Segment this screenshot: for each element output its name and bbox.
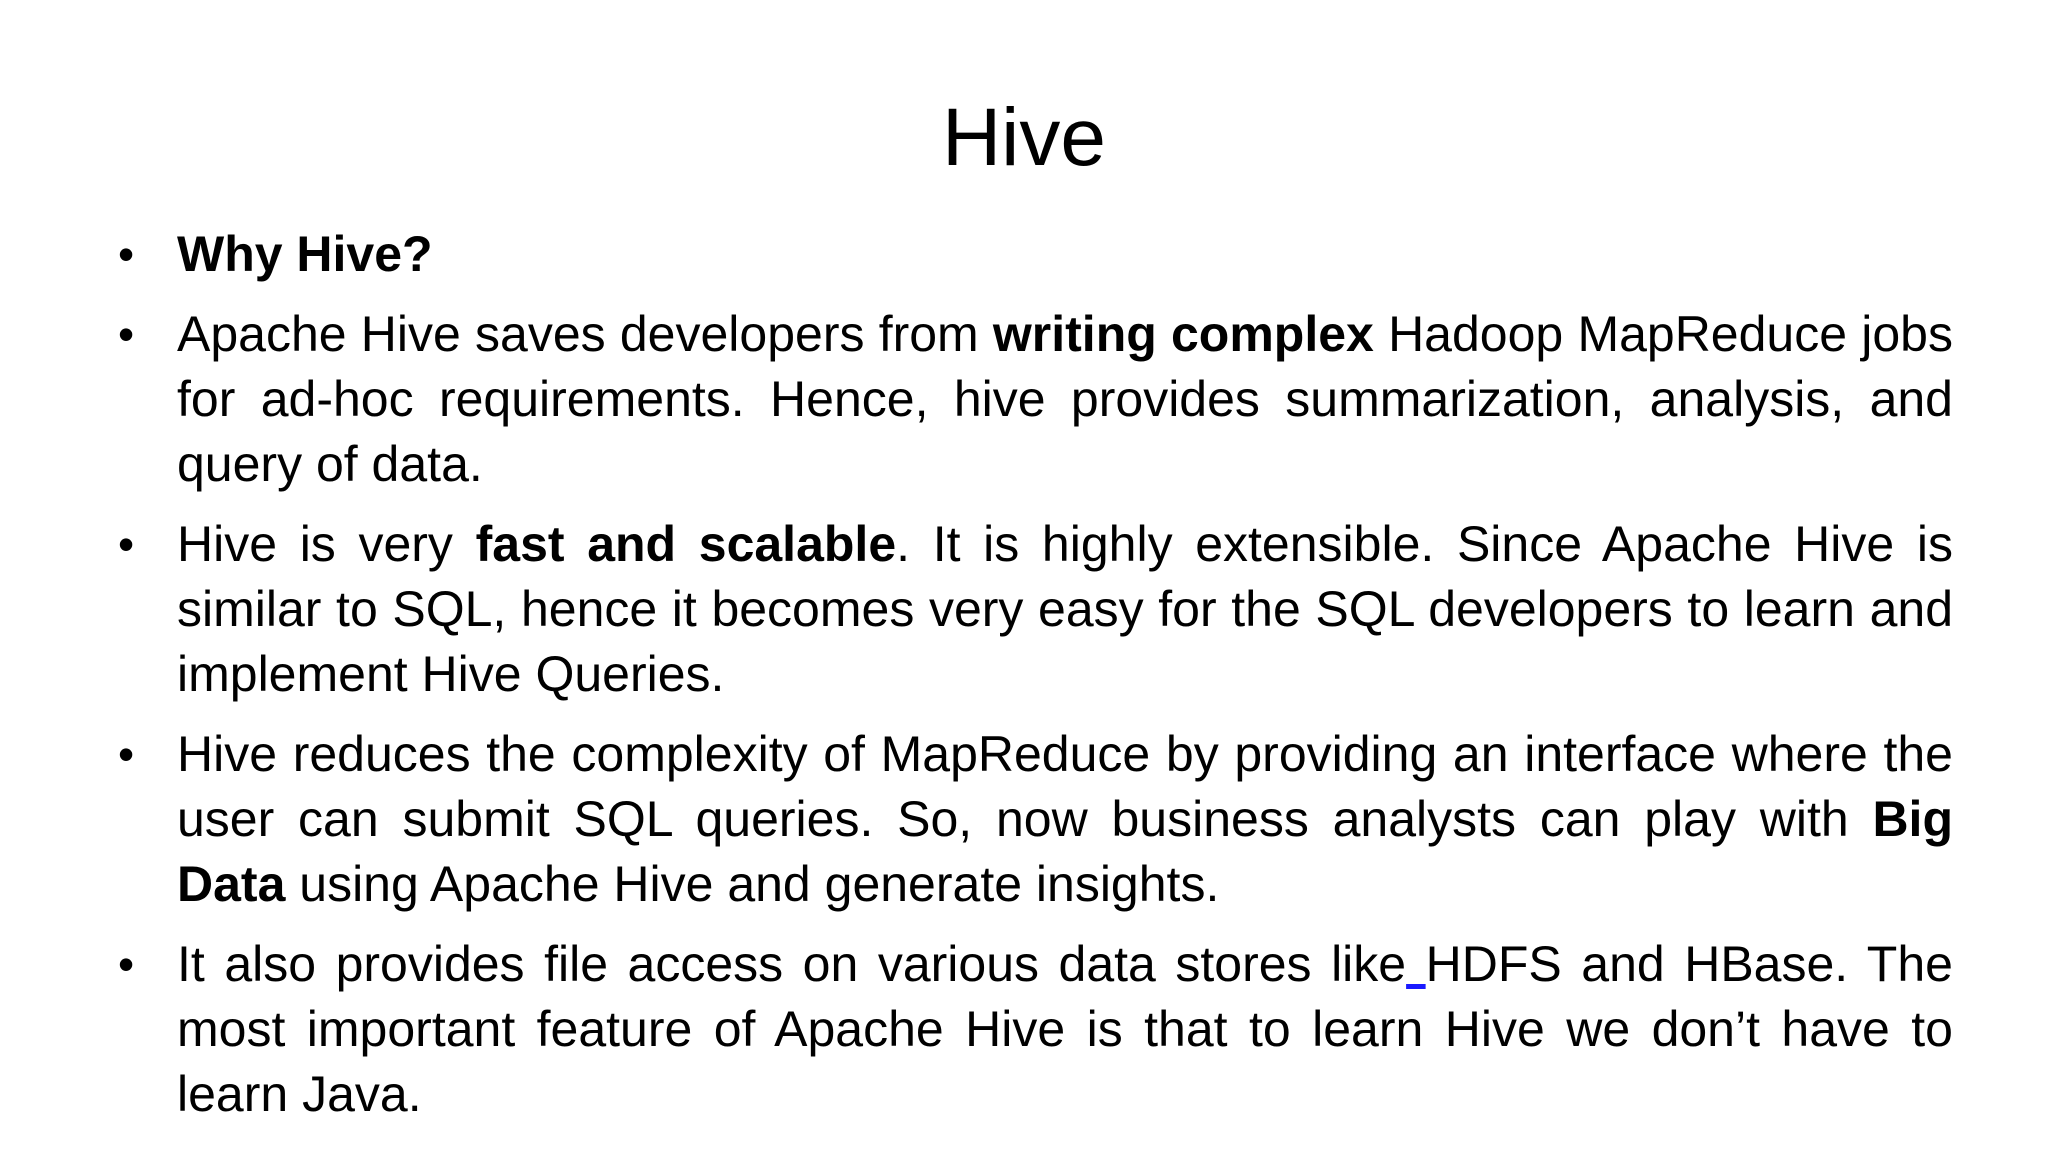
bullet-icon: • (118, 728, 135, 780)
bullet-icon: • (118, 228, 135, 280)
bullet-icon: • (118, 938, 135, 990)
bullet-list (110, 222, 1953, 1142)
bullet-text-bold: fast and scalable (475, 516, 897, 572)
bullet-text: Hive reduces the complexity of MapReduce by providing an interface where the user can submit SQL queries. So, now business analysts can play with (177, 726, 1953, 847)
bullet-icon: • (118, 308, 135, 360)
bullet-item-reduces-complexity (110, 722, 1953, 917)
slide-title: Hive (941, 92, 1107, 183)
bullet-text: . It is highly extensible. Since Apache Hive is similar to SQL, hence it becomes very easy for the SQL developers to learn and implement Hive Queries. (177, 516, 1953, 702)
bullet-text: Hadoop MapReduce jobs for ad-hoc requirements. Hence, hive provides summarization, analysis, and query of data. (177, 306, 1953, 492)
bullet-text: Apache Hive saves developers from (177, 306, 993, 362)
hyperlink-mark[interactable] (1406, 936, 1426, 992)
bullet-text-bold: Big Data (177, 791, 1953, 912)
bullet-text: It also provides file access on various data stores like (177, 936, 1407, 992)
bullet-text: HDFS and HBase. The most important feature of Apache Hive is that to learn Hive we don’t have to learn Java. (177, 936, 1953, 1122)
bullet-text: Hive is very (177, 516, 476, 572)
bullet-item-why-hive (110, 222, 1953, 287)
bullet-icon: • (118, 518, 135, 570)
bullet-item-saves-developers (110, 302, 1953, 497)
bullet-item-file-access (110, 932, 1953, 1127)
bullet-text-bold: writing complex (992, 306, 1374, 362)
bullet-text-bold: Why Hive? (177, 226, 433, 282)
bullet-item-fast-scalable (110, 512, 1953, 707)
bullet-text: using Apache Hive and generate insights. (285, 856, 1220, 912)
